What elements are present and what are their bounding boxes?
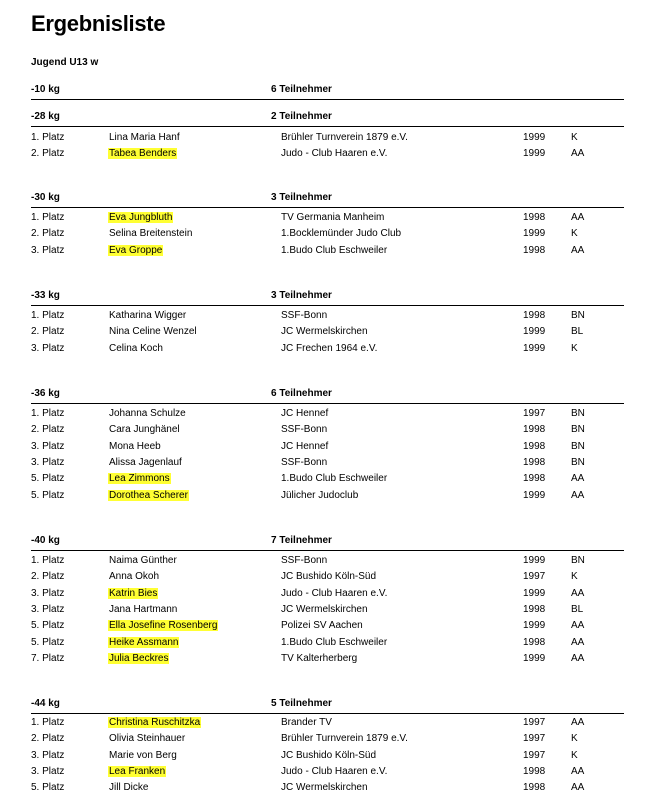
athlete-name [109,653,169,665]
club-name: TV Germania Manheim [281,212,385,223]
category-divider [31,403,624,404]
placement: 2. Platz [31,326,65,337]
placement: 3. Platz [31,604,65,615]
belt-grade: AA [571,245,585,256]
athlete-name: Johanna Schulze [109,408,186,419]
birth-year: 1999 [523,326,546,337]
athlete-name: Katharina Wigger [109,310,187,321]
club-name: 1.Budo Club Eschweiler [281,473,388,484]
belt-grade: K [571,343,578,354]
birth-year: 1999 [523,555,546,566]
placement: 1. Platz [31,132,65,143]
category-divider [31,99,624,100]
birth-year: 1997 [523,750,546,761]
belt-grade: AA [571,653,585,664]
highlighted-name: Lea Zimmons [109,473,170,484]
weight-class-label: -33 kg [31,290,60,301]
placement: 1. Platz [31,555,65,566]
placement: 5. Platz [31,473,65,484]
club-name: JC Hennef [281,441,329,452]
placement: 5. Platz [31,782,65,793]
belt-grade: AA [571,637,585,648]
participant-count: 3 Teilnehmer [271,290,332,301]
age-group-subtitle: Jugend U13 w [31,57,99,68]
birth-year: 1997 [523,733,546,744]
club-name: JC Wermelskirchen [281,604,368,615]
athlete-name [109,245,163,257]
athlete-name [109,473,171,485]
athlete-name: Anna Okoh [109,571,160,582]
club-name: JC Bushido Köln-Süd [281,750,377,761]
placement: 1. Platz [31,212,65,223]
athlete-name: Selina Breitenstein [109,228,193,239]
birth-year: 1999 [523,132,546,143]
page-title: Ergebnisliste [31,11,166,36]
belt-grade: BL [571,604,584,615]
birth-year: 1997 [523,571,546,582]
belt-grade: K [571,571,578,582]
athlete-name [109,212,173,224]
birth-year: 1998 [523,766,546,777]
placement: 3. Platz [31,750,65,761]
club-name: JC Frechen 1964 e.V. [281,343,378,354]
athlete-name: Marie von Berg [109,750,177,761]
participant-count: 2 Teilnehmer [271,111,332,122]
weight-class-label: -44 kg [31,698,60,709]
birth-year: 1999 [523,148,546,159]
participant-count: 6 Teilnehmer [271,388,332,399]
placement: 1. Platz [31,310,65,321]
birth-year: 1999 [523,343,546,354]
belt-grade: K [571,750,578,761]
club-name: SSF-Bonn [281,555,328,566]
belt-grade: BN [571,310,585,321]
athlete-name: Cara Junghänel [109,424,180,435]
birth-year: 1999 [523,653,546,664]
club-name: Brühler Turnverein 1879 e.V. [281,132,408,143]
highlighted-name: Dorothea Scherer [109,490,188,501]
club-name: 1.Budo Club Eschweiler [281,637,388,648]
birth-year: 1998 [523,637,546,648]
category-divider [31,713,624,714]
belt-grade: AA [571,588,585,599]
highlighted-name: Eva Groppe [109,245,163,256]
birth-year: 1999 [523,228,546,239]
category-divider [31,207,624,208]
birth-year: 1998 [523,604,546,615]
weight-class-label: -10 kg [31,84,60,95]
category-divider [31,550,624,551]
belt-grade: AA [571,490,585,501]
club-name: SSF-Bonn [281,424,328,435]
participant-count: 3 Teilnehmer [271,192,332,203]
category-divider [31,126,624,127]
highlighted-name: Katrin Bies [109,588,158,599]
placement: 3. Platz [31,766,65,777]
athlete-name [109,588,158,600]
birth-year: 1998 [523,441,546,452]
athlete-name [109,148,177,160]
belt-grade: K [571,228,578,239]
club-name: JC Bushido Köln-Süd [281,571,377,582]
birth-year: 1998 [523,245,546,256]
club-name: TV Kalterherberg [281,653,358,664]
highlighted-name: Lea Franken [109,766,166,777]
athlete-name: Mona Heeb [109,441,161,452]
birth-year: 1998 [523,473,546,484]
highlighted-name: Ella Josefine Rosenberg [109,620,218,631]
participant-count: 7 Teilnehmer [271,535,332,546]
weight-class-label: -30 kg [31,192,60,203]
placement: 3. Platz [31,245,65,256]
belt-grade: AA [571,766,585,777]
club-name: Polizei SV Aachen [281,620,363,631]
club-name: Judo - Club Haaren e.V. [281,588,388,599]
birth-year: 1999 [523,588,546,599]
club-name: Jülicher Judoclub [281,490,359,501]
participant-count: 6 Teilnehmer [271,84,332,95]
placement: 5. Platz [31,637,65,648]
athlete-name [109,490,189,502]
athlete-name: Jill Dicke [109,782,149,793]
club-name: Brühler Turnverein 1879 e.V. [281,733,408,744]
belt-grade: AA [571,620,585,631]
birth-year: 1998 [523,457,546,468]
club-name: SSF-Bonn [281,457,328,468]
placement: 2. Platz [31,424,65,435]
placement: 2. Platz [31,733,65,744]
placement: 5. Platz [31,490,65,501]
weight-class-label: -28 kg [31,111,60,122]
placement: 3. Platz [31,588,65,599]
athlete-name: Naima Günther [109,555,177,566]
placement: 2. Platz [31,571,65,582]
birth-year: 1999 [523,620,546,631]
club-name: Judo - Club Haaren e.V. [281,148,388,159]
weight-class-label: -40 kg [31,535,60,546]
belt-grade: BN [571,424,585,435]
belt-grade: K [571,132,578,143]
placement: 3. Platz [31,457,65,468]
highlighted-name: Heike Assmann [109,637,179,648]
placement: 3. Platz [31,343,65,354]
weight-class-label: -36 kg [31,388,60,399]
athlete-name [109,620,218,632]
club-name: 1.Bocklemünder Judo Club [281,228,402,239]
club-name: 1.Budo Club Eschweiler [281,245,388,256]
athlete-name: Jana Hartmann [109,604,178,615]
belt-grade: AA [571,782,585,793]
highlighted-name: Tabea Benders [109,148,177,159]
athlete-name: Olivia Steinhauer [109,733,186,744]
birth-year: 1998 [523,212,546,223]
club-name: Brander TV [281,717,332,728]
club-name: SSF-Bonn [281,310,328,321]
belt-grade: BL [571,326,584,337]
athlete-name: Alissa Jagenlauf [109,457,182,468]
belt-grade: BN [571,555,585,566]
athlete-name: Lina Maria Hanf [109,132,180,143]
birth-year: 1998 [523,782,546,793]
athlete-name [109,766,166,778]
placement: 5. Platz [31,620,65,631]
placement: 1. Platz [31,408,65,419]
participant-count: 5 Teilnehmer [271,698,332,709]
belt-grade: AA [571,473,585,484]
placement: 2. Platz [31,228,65,239]
club-name: Judo - Club Haaren e.V. [281,766,388,777]
highlighted-name: Christina Ruschitzka [109,717,201,728]
category-divider [31,305,624,306]
club-name: JC Wermelskirchen [281,326,368,337]
belt-grade: K [571,733,578,744]
placement: 7. Platz [31,653,65,664]
belt-grade: AA [571,148,585,159]
athlete-name: Celina Koch [109,343,163,354]
belt-grade: AA [571,717,585,728]
birth-year: 1999 [523,490,546,501]
club-name: JC Hennef [281,408,329,419]
athlete-name [109,637,179,649]
placement: 1. Platz [31,717,65,728]
birth-year: 1998 [523,424,546,435]
placement: 3. Platz [31,441,65,452]
athlete-name: Nina Celine Wenzel [109,326,197,337]
athlete-name [109,717,201,729]
birth-year: 1997 [523,717,546,728]
placement: 2. Platz [31,148,65,159]
belt-grade: BN [571,441,585,452]
club-name: JC Wermelskirchen [281,782,368,793]
belt-grade: BN [571,408,585,419]
highlighted-name: Eva Jungbluth [109,212,173,223]
belt-grade: AA [571,212,585,223]
birth-year: 1997 [523,408,546,419]
belt-grade: BN [571,457,585,468]
highlighted-name: Julia Beckres [109,653,169,664]
birth-year: 1998 [523,310,546,321]
